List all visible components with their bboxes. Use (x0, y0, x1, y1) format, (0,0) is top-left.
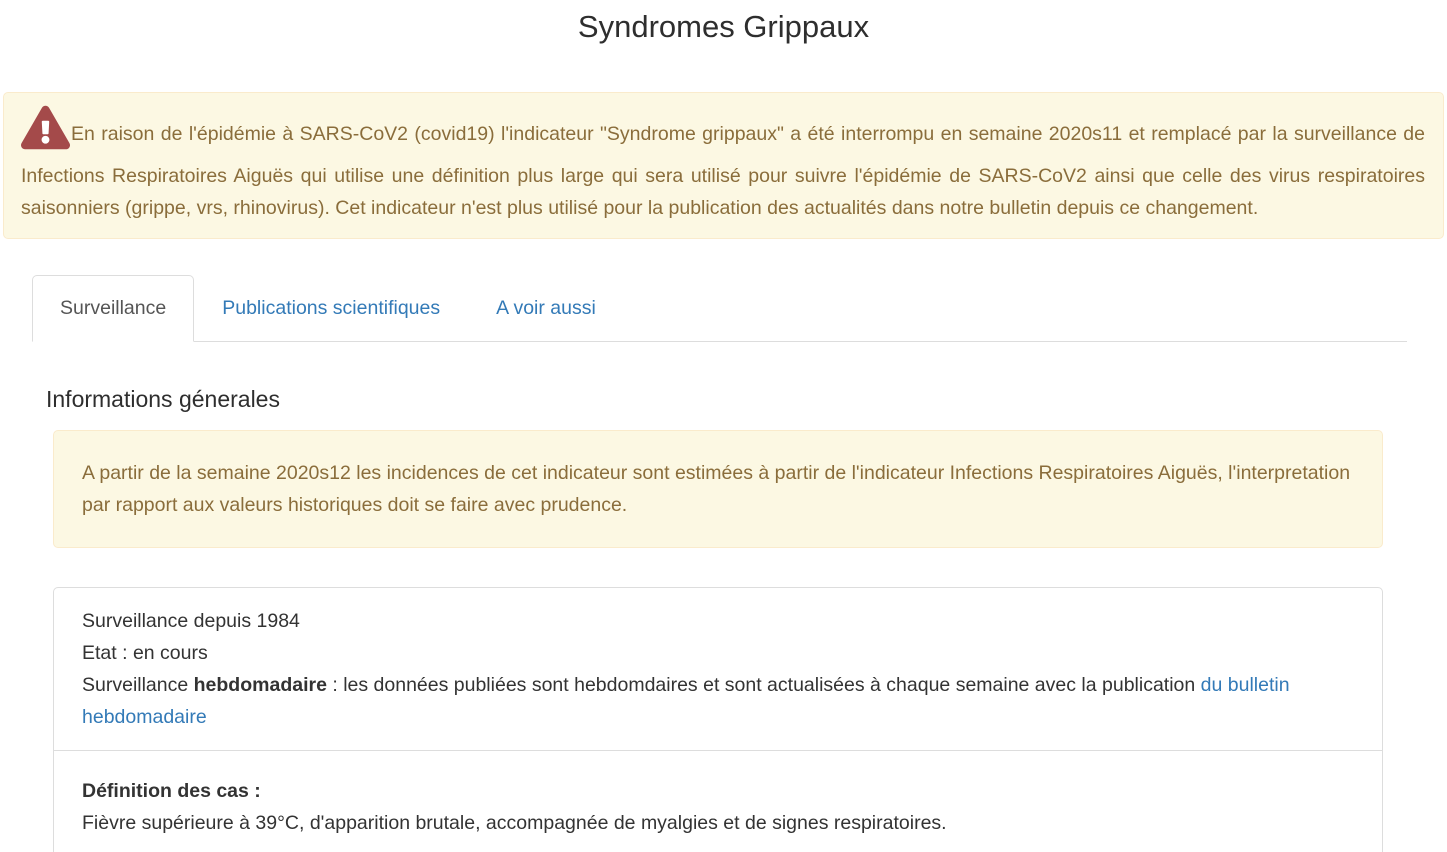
tab-a-voir-aussi[interactable]: A voir aussi (496, 297, 596, 319)
surveillance-since-line: Surveillance depuis 1984 (82, 610, 300, 632)
warning-triangle-icon (21, 105, 70, 160)
surveillance-meta-section (54, 588, 1382, 750)
tab-surveillance[interactable]: Surveillance (32, 275, 194, 342)
frequency-bold: hebdomadaire (193, 674, 327, 696)
incidence-estimation-text: A partir de la semaine 2020s12 les incidences de cet indicateur sont estimées à partir de l'indicateur Infections Respiratoires Aiguës, l'interpretation par rapport aux valeurs historiques doit se faire avec prudence. (82, 462, 1351, 516)
frequency-rest: : les données publiées sont hebdomdaires et sont actualisées à chaque semaine avec la publication (326, 674, 1201, 696)
covid-warning-alert (3, 92, 1444, 239)
case-definition-text: Fièvre supérieure à 39°C, d'apparition brutale, accompagnée de myalgies et de signes respiratoires. (82, 812, 947, 834)
tab-publications-scientifiques[interactable]: Publications scientifiques (222, 297, 441, 319)
incidence-estimation-note (53, 430, 1383, 548)
section-heading-informations-generales: Informations génerales (46, 386, 280, 412)
case-definition-section (54, 750, 1382, 852)
surveillance-frequency-line (82, 669, 1354, 733)
tab-bar (32, 275, 1407, 342)
page-title: Syndromes Grippaux (577, 9, 870, 44)
surveillance-state-line: Etat : en cours (82, 642, 208, 664)
covid-warning-text: En raison de l'épidémie à SARS-CoV2 (covid19) l'indicateur "Syndrome grippaux" a été interrompu en semaine 2020s11 et remplacé par la surveillance de Infections Respiratoires Aiguës qui utilise une définition plus large qui sera utilisé pour suivre l'épidémie de SARS-CoV2 ainsi que celle des virus respiratoires saisonniers (grippe, vrs, rhinovirus). Cet indicateur n'est plus utilisé pour la publication des actualités dans notre bulletin depuis ce changement. (21, 123, 1425, 219)
surveillance-details-panel (53, 587, 1383, 852)
frequency-prefix: Surveillance (82, 674, 194, 696)
case-definition-heading: Définition des cas : (82, 780, 261, 802)
weekly-bulletin-link[interactable]: du bulletin hebdomadaire (82, 674, 1290, 728)
